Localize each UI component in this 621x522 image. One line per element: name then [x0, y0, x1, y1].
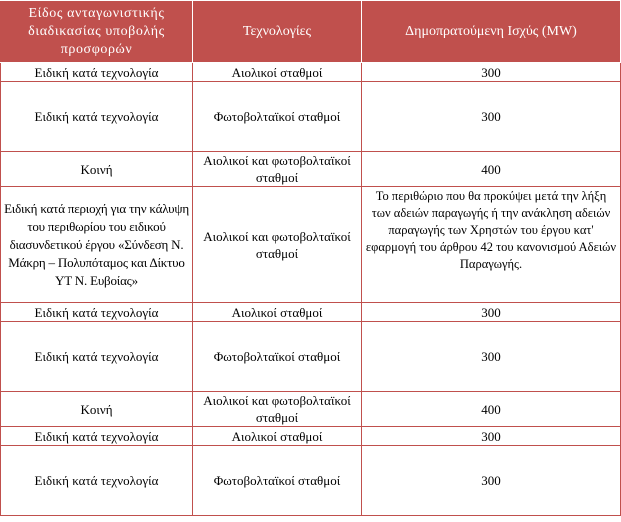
cell-capacity: 300 — [362, 427, 621, 446]
cell-capacity: 400 — [362, 392, 621, 427]
cell-auction-type: Ειδική κατά τεχνολογία — [1, 322, 193, 392]
cell-technology: Φωτοβολταϊκοί σταθμοί — [193, 82, 362, 152]
header-row — [1, 1, 621, 63]
cell-technology: Αιολικοί σταθμοί — [193, 427, 362, 446]
cell-technology: Αιολικοί σταθμοί — [193, 63, 362, 82]
cell-capacity: 300 — [362, 82, 621, 152]
cell-auction-type: Κοινή — [1, 392, 193, 427]
cell-technology: Φωτοβολταϊκοί σταθμοί — [193, 322, 362, 392]
header-technology: Τεχνολογίες — [193, 1, 362, 63]
header-auction-type: Είδος ανταγωνιστικής διαδικασίας υποβολής προσφορών — [1, 1, 193, 63]
table-row — [1, 303, 621, 322]
cell-auction-type: Ειδική κατά τεχνολογία — [1, 63, 193, 82]
cell-capacity: 300 — [362, 63, 621, 82]
cell-auction-type: Ειδική κατά τεχνολογία — [1, 303, 193, 322]
cell-technology: Αιολικοί και φωτοβολταϊκοί σταθμοί — [193, 187, 362, 303]
cell-technology: Φωτοβολταϊκοί σταθμοί — [193, 446, 362, 516]
cell-capacity: 300 — [362, 303, 621, 322]
table-row — [1, 427, 621, 446]
cell-technology: Αιολικοί σταθμοί — [193, 303, 362, 322]
cell-auction-type: Ειδική κατά τεχνολογία — [1, 427, 193, 446]
header-capacity: Δημοπρατούμενη Ισχύς (MW) — [362, 1, 621, 63]
table-row — [1, 187, 621, 303]
cell-auction-type: Ειδική κατά τεχνολογία — [1, 446, 193, 516]
table-row — [1, 446, 621, 516]
cell-capacity: 300 — [362, 322, 621, 392]
table-row — [1, 152, 621, 187]
cell-auction-type: Ειδική κατά περιοχή για την κάλυψη του περιθωρίου του ειδικού διασυνδετικού έργου «Σύνδεση Ν. Μάκρη – Πολυπόταμος και Δίκτυο ΥΤ Ν. Ευβοίας» — [1, 187, 193, 303]
cell-auction-type: Ειδική κατά τεχνολογία — [1, 82, 193, 152]
cell-capacity: 300 — [362, 446, 621, 516]
table-row — [1, 63, 621, 82]
cell-auction-type: Κοινή — [1, 152, 193, 187]
cell-capacity-note: Το περιθώριο που θα προκύψει μετά την λήξη των αδειών παραγωγής ή την ανάκληση αδειών παραγωγής των Χρηστών του έργου κατ' εφαρμογή του άρθρου 42 του κανονισμού Αδειών Παραγωγής. — [362, 187, 621, 303]
table-row — [1, 392, 621, 427]
table-row — [1, 82, 621, 152]
cell-technology: Αιολικοί και φωτοβολταϊκοί σταθμοί — [193, 392, 362, 427]
cell-technology: Αιολικοί και φωτοβολταϊκοί σταθμοί — [193, 152, 362, 187]
table-row — [1, 322, 621, 392]
cell-capacity: 400 — [362, 152, 621, 187]
